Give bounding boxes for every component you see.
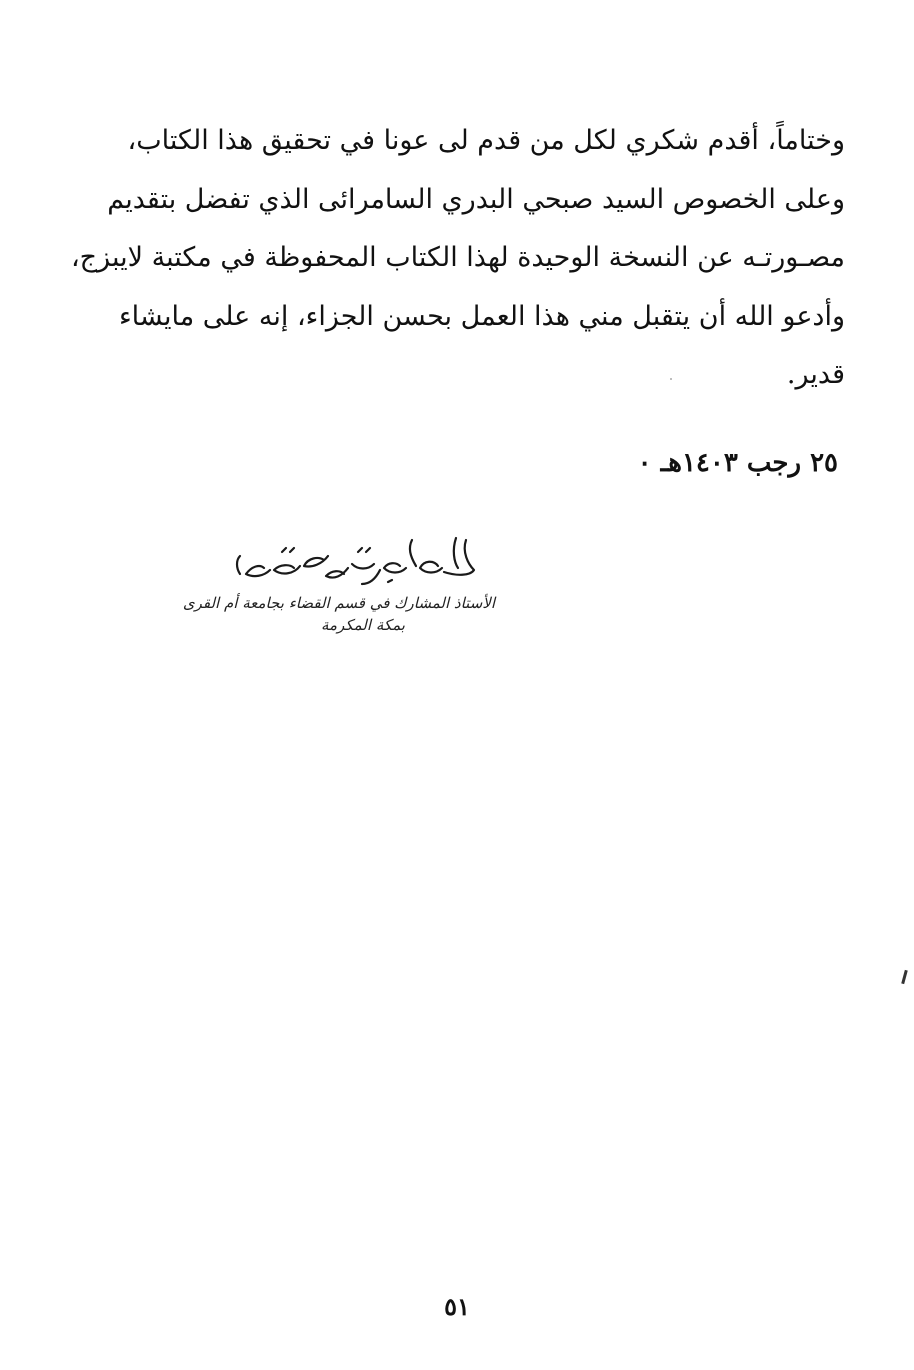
signature-block (182, 530, 515, 650)
paragraph-line-3: مصـورتـه عن النسخة الوحيدة لهذا الكتاب المحفوظة في مكتبة لايبزج، (70, 242, 845, 273)
hijri-date: ٢٥ رجب ١٤٠٣هـ ٠ (637, 448, 838, 478)
scan-edge-mark (901, 970, 908, 984)
closing-paragraph (70, 112, 845, 405)
signature-title: الأستاذ المشارك في قسم القضاء بجامعة أم القرى (182, 594, 495, 612)
scan-speck (670, 378, 672, 380)
paragraph-line-1: وختاماً، أقدم شكري لكل من قدم لى عونا في تحقيق هذا الكتاب، (127, 125, 845, 156)
paragraph-line-2: وعلى الخصوص السيد صبحي البدري السامرائى الذي تفضل بتقديم (107, 183, 845, 215)
paragraph-line-4: وأدعو الله أن يتقبل مني هذا العمل بحسن الجزاء، إنه على مايشاء (118, 300, 845, 332)
signature-place: بمكة المكرمة (321, 616, 405, 634)
paragraph-line-5: قدير. (786, 359, 845, 390)
handwritten-signature (230, 530, 480, 594)
page-number: ٥١ (444, 1292, 470, 1321)
